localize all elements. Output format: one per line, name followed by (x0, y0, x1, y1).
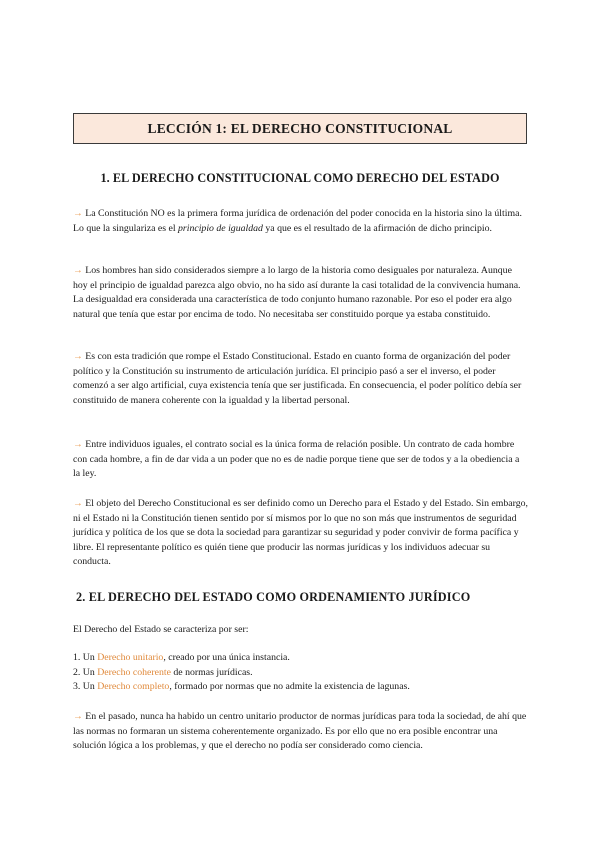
paragraph-4-text: Entre individuos iguales, el contrato social es la única forma de relación posible. Un contrato de cada hombre con cada hombre, a fin de dar vida a un poder que no es de nadie porque tiene que ser de todos y a la obediencia a la ley. (73, 439, 520, 480)
paragraph-3-text: Es con esta tradición que rompe el Estado Constitucional. Estado en cuanto forma de organización del poder político y la Constitución su instrumento de articulación jurídica. El principio pasó a ser el inverso, el poder comenzó a ser algo artificial, cuya existencia tenía que ser justificada. En consecuencia, el poder político debía ser constituido de manera coherente con la igualdad y la libertad personal. (73, 351, 522, 406)
arrow-icon: → (73, 498, 83, 509)
section-1-heading: 1. EL DERECHO CONSTITUCIONAL COMO DERECHO DEL ESTADO (100, 171, 500, 185)
paragraph-1-italic: principio de igualdad (178, 222, 263, 234)
paragraph-6-text: En el pasado, nunca ha habido un centro unitario productor de normas jurídicas para toda la sociedad, de ahí que las normas no formaran un sistema coherentemente organizado. Es por ello que no era posible encontrar una solución lógica a los problemas, y que el derecho no podía ser considerado como ciencia. (73, 711, 527, 752)
paragraph-2 (73, 264, 528, 322)
paragraph-1 (73, 207, 528, 236)
list-item: 3. Un Derecho completo, formado por normas que no admite la existencia de lagunas. (73, 681, 410, 693)
arrow-icon: → (73, 711, 83, 722)
section-2-intro: El Derecho del Estado se caracteriza por ser: (73, 624, 249, 635)
list-item: 1. Un Derecho unitario, creado por una única instancia. (73, 652, 290, 663)
arrow-icon: → (73, 208, 83, 219)
list-item-highlight: Derecho completo (97, 681, 170, 693)
paragraph-3 (73, 350, 528, 408)
list-item: 2. Un Derecho coherente de normas jurídicas. (73, 666, 253, 678)
arrow-icon: → (73, 265, 83, 276)
paragraph-1-text-a: La Constitución NO es la primera forma jurídica de ordenación del poder conocida en la historia sino la última. Lo que la singulariza es el (73, 208, 522, 234)
paragraph-6 (73, 710, 528, 754)
paragraph-5 (73, 497, 528, 570)
section-2-heading: 2. EL DERECHO DEL ESTADO COMO ORDENAMIENTO JURÍDICO (76, 590, 471, 604)
lesson-title-box (73, 113, 527, 144)
list-item-highlight: Derecho coherente (97, 666, 171, 678)
arrow-icon: → (73, 439, 83, 450)
characteristics-list (73, 651, 528, 695)
paragraph-4 (73, 438, 528, 482)
lesson-title: LECCIÓN 1: EL DERECHO CONSTITUCIONAL (147, 120, 453, 136)
paragraph-2-text: Los hombres han sido considerados siempre a lo largo de la historia como desiguales por naturaleza. Aunque hoy el principio de igualdad parezca algo obvio, no ha sido así durante la casi totalidad de la convivencia humana. La desigualdad era considerada una característica de todo conjunto humano razonable. Por eso el poder era algo natural que tenía que estar por encima de todo. No necesitaba ser constituido porque ya estaba constituido. (73, 265, 521, 320)
paragraph-5-text: El objeto del Derecho Constitucional es ser definido como un Derecho para el Estado y del Estado. Sin embargo, ni el Estado ni la Constitución tienen sentido por sí mismos por lo que no son más que instrumentos de seguridad jurídica y política de los que se dota la sociedad para garantizar su seguridad y poder convivir de forma pacífica y libre. El representante político es quién tiene que producir las normas jurídicas y los individuos adecuar su conducta. (73, 498, 528, 568)
list-item-highlight: Derecho unitario (97, 652, 164, 663)
arrow-icon: → (73, 351, 83, 362)
paragraph-1-text-b: ya que es el resultado de la afirmación de dicho principio. (262, 222, 492, 234)
